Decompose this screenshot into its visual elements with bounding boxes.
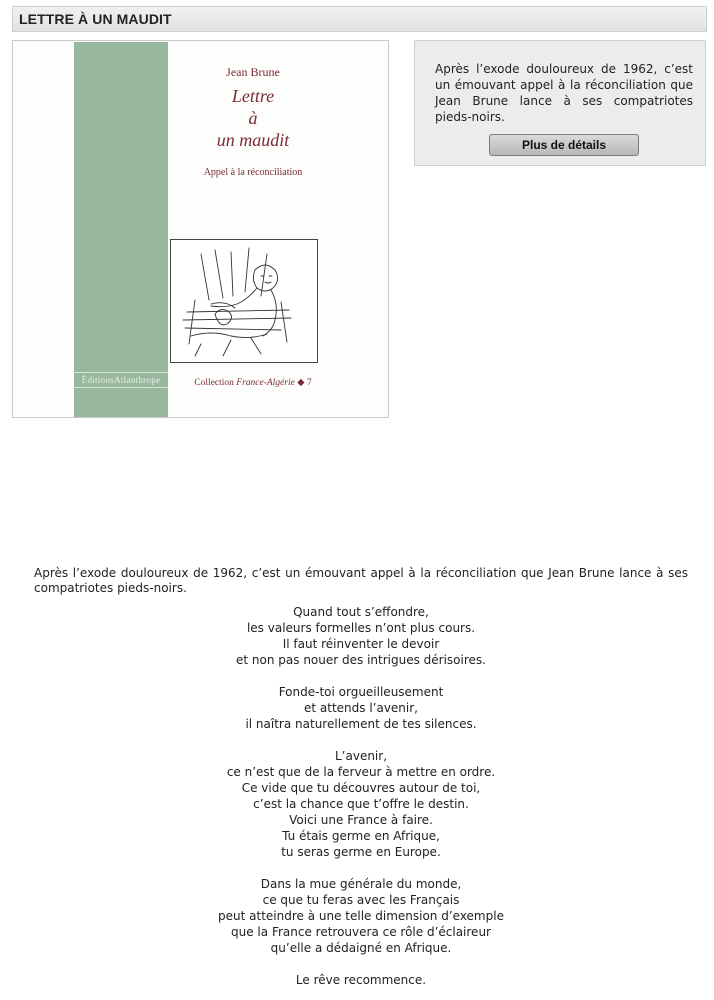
poem-stanza (34, 604, 688, 668)
poem-verse: et non pas nouer des intrigues dérisoires. (236, 653, 486, 667)
poem-verse: ce n’est que de la ferveur à mettre en ordre. (226, 765, 496, 779)
summary-text: Après l’exode douloureux de 1962, c’est un émouvant appel à la réconciliation que Jean Brune lance à ses compatriotes pieds-noirs. (435, 62, 693, 124)
poem-stanza (34, 748, 688, 860)
poem-verse: tu seras germe en Europe. (281, 845, 441, 859)
poem-verse: Quand tout s’effondre, (293, 605, 429, 619)
cover-color-band (74, 42, 168, 417)
poem-verse: c’est la chance que t’offre le destin. (253, 797, 469, 811)
poem-stanza (34, 876, 688, 956)
poem-verse: et attends l’avenir, (303, 701, 418, 715)
summary-box (414, 40, 706, 166)
cover-author: Jean Brune (226, 65, 280, 79)
poem-verse: Ce vide que tu découvres autour de toi, (241, 781, 481, 795)
poem-verse: peut atteindre à une telle dimension d’exemple (218, 909, 504, 923)
publisher-logo: ÉditionsAtlanthrope (74, 372, 168, 388)
collection-name: France-Algérie (236, 378, 295, 388)
poem-verse: Fonde-toi orgueilleusement (278, 685, 444, 699)
more-details-button[interactable]: Plus de détails (489, 134, 639, 156)
cover-title: Lettre à un maudit (216, 86, 290, 150)
poem-stanza (34, 972, 688, 988)
cover-collection (173, 377, 333, 388)
collection-prefix: Collection (194, 378, 237, 388)
cover-subtitle: Appel à la réconciliation (203, 167, 303, 178)
page-title: LETTRE À UN MAUDIT (12, 6, 707, 32)
poem-verse: les valeurs formelles n’ont plus cours. (246, 621, 476, 635)
poem-verse: Dans la mue générale du monde, (260, 877, 462, 891)
poem-verse: Le rêve recommence. (295, 973, 427, 987)
collection-number: ◆ 7 (297, 378, 312, 388)
intro-paragraph: Après l’exode douloureux de 1962, c’est un émouvant appel à la réconciliation que Jean Brune lance à ses compatriotes pieds-noirs. (34, 566, 688, 595)
poem-verse: Voici une France à faire. (289, 813, 433, 827)
poem-verse: que la France retrouvera ce rôle d’éclaireur (231, 925, 491, 939)
poem-stanza (34, 684, 688, 732)
cover-sketch-illustration (170, 239, 318, 363)
poem-verse: Tu étais germe en Afrique, (282, 829, 440, 843)
poem-verse: il naîtra naturellement de tes silences. (245, 717, 477, 731)
poem (34, 604, 688, 1000)
book-cover-image (12, 40, 389, 418)
sketch-drawing (171, 240, 317, 362)
poem-verse: Il faut réinventer le devoir (282, 637, 440, 651)
poem-verse: L’avenir, (334, 749, 388, 763)
poem-verse: qu’elle a dédaigné en Afrique. (270, 941, 452, 955)
poem-verse: ce que tu feras avec les Français (262, 893, 460, 907)
